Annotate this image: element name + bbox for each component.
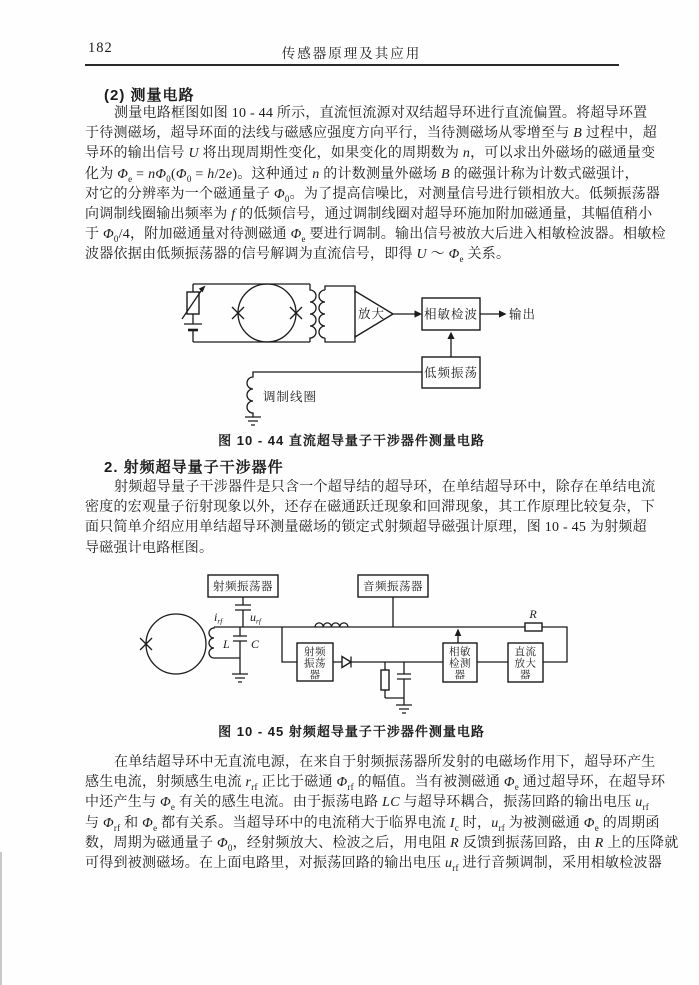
coupling-capacitor-icon (235, 597, 251, 627)
mod-coil-label: 调制线圈 (263, 390, 318, 404)
svg-text:放大: 放大 (514, 658, 537, 670)
output-label: 输出 (509, 307, 537, 322)
amplifier-label: 放大 (358, 307, 386, 321)
text-line: 数，周期为磁通量子 $\Phi_0$，经射频放大、检波之后，用电阻 R 反馈到振荡回路，由 R 上的压降就 (85, 835, 679, 853)
audio-oscillator-label: 音频振荡器 (363, 581, 423, 593)
modulation-coil (245, 372, 422, 425)
text-line: 可得到被测磁场。在上面电路里，对振荡回路的输出电压 $u_{rf}$ 进行音频调制，采用相敏检波器 (85, 855, 662, 873)
figure-10-45-rf-squid-circuit (120, 566, 580, 724)
text-line: 导环的输出信号 U 将出现周期性变化，如果变化的周期数为 n，可以求出外磁场的磁通量变 (85, 146, 656, 162)
transformer-icon (310, 284, 355, 342)
header-rule (85, 64, 619, 66)
figure-10-44-caption: 图 10 - 44 直流超导量子干涉器件测量电路 (218, 433, 485, 448)
feedback-resistor-label: R (529, 607, 537, 621)
rf-voltage-label: $u_{rf}$ (250, 610, 262, 626)
rf-squid-ring (140, 614, 206, 674)
text-line: 波器依据由低频振荡器的信号解调为直流信号，即得 U ～ $\Phi_e$ 关系。 (85, 247, 511, 265)
lf-oscillator-box (422, 357, 480, 388)
text-line: 于 $\Phi_0/4$，附加磁通量对待测磁通 $\Phi_e$ 要进行调制。输出信号被放大后进入相敏检波器。相敏检 (85, 227, 666, 244)
ground-icon (396, 705, 412, 713)
text-line: 化为 $\Phi_e = n\Phi_0(\Phi_0 = h/2e)$。这种通过 n 的计数测量外磁场 B 的磁强计称为计数式磁强计， (85, 166, 639, 184)
rf-oscillator-label: 射频振荡器 (213, 581, 273, 593)
ground-icon (245, 417, 261, 425)
ground-icon (232, 674, 248, 682)
diode-icon (342, 657, 351, 668)
rf-oscillator-box (208, 575, 278, 597)
audio-oscillator-box (358, 575, 428, 627)
svg-text:射频: 射频 (304, 647, 326, 658)
phase-detector-box (422, 298, 480, 330)
text-line: 向调制线圈输出频率为 f 的低频信号，通过调制线圈对超导环施加附加磁通量，其幅值稍小 (85, 206, 653, 222)
text-line: 导磁强计电路框图。 (85, 540, 214, 556)
svg-text:器: 器 (454, 670, 466, 681)
text-line: 与 $\Phi_{rf}$ 和 $\Phi_e$ 都有关系。当超导环中的电流稍大于临界电流 $I_c$ 时，$u_{rf}$ 为被测磁通 $\Phi_e$ 的周期函 (85, 815, 660, 833)
svg-text:器: 器 (309, 670, 321, 681)
text-line: 在单结超导环中无直流电源，在来自于射频振荡器所发射的电磁场作用下，超导环产生 (114, 755, 656, 770)
text-line: 感生电流，射频感生电流 $r_{rf}$ 正比于磁通 $\Phi_{rf}$ 的幅值。当有被测磁通 $\Phi_e$ 通过超导环，在超导环 (85, 775, 666, 792)
page-number: 182 (88, 40, 113, 56)
heading-rf-squid: 2. 射频超导量子干涉器件 (104, 459, 284, 476)
lf-oscillator-label: 低频振荡 (423, 366, 479, 380)
svg-text:器: 器 (520, 670, 531, 681)
text-line: 测量电路框图如图 10 - 44 所示，直流恒流源对双结超导环进行直流偏置。将超导环置 (114, 106, 648, 121)
squid-ring (232, 284, 302, 342)
tank-circuit (209, 610, 262, 682)
svg-text:直流: 直流 (514, 647, 537, 658)
amplifier (355, 291, 393, 337)
paragraph-rf-intro (85, 478, 656, 559)
text-line: 对它的分辨率为一个磁通量子 $\Phi_0$。为了提高信噪比，对测量信号进行锁相放大。低频振荡器 (85, 186, 661, 204)
text-line: 射频超导量子干涉器件是只含一个超导结的超导环，在单结超导环中，除存在单结电流 (114, 480, 656, 495)
phase-detector-box (443, 643, 477, 682)
paragraph-rf-principle (85, 753, 679, 874)
rf-stage-box (297, 643, 333, 681)
scan-edge-artifact (0, 852, 2, 985)
svg-text:振荡: 振荡 (304, 658, 326, 670)
dc-amplifier-box (508, 643, 543, 682)
rf-current-label: $i_{rf}$ (214, 610, 223, 626)
rc-filter (381, 662, 412, 713)
inductor-label: L (223, 637, 230, 651)
filter-resistor-icon (381, 670, 389, 690)
filter-capacitor-icon (397, 662, 411, 698)
bias-source (182, 284, 206, 342)
heading-measurement-circuit: (2) 测量电路 (104, 87, 195, 104)
running-title: 传感器原理及其应用 (281, 46, 422, 61)
figure-10-45-caption: 图 10 - 45 射频超导量子干涉器件测量电路 (218, 724, 485, 739)
svg-text:检测: 检测 (449, 658, 471, 670)
capacitor-label: C (251, 637, 260, 651)
text-line: 面只简单介绍应用单结超导环测量磁场的锁定式射频超导磁强计原理，图 10 - 45 为射频超 (85, 520, 647, 536)
text-line: 密度的宏观量子衍射现象以外，还存在磁通跃迁现象和回滞现象，其工作原理比较复杂，下 (85, 500, 655, 516)
lower-branch-wire (282, 627, 297, 662)
paragraph-measurement-circuit (85, 104, 666, 266)
figure-10-44-dc-squid-circuit (85, 276, 618, 428)
svg-text:相敏: 相敏 (449, 647, 471, 658)
tank-capacitor-icon (233, 627, 247, 674)
text-line: 中还产生与 $\Phi_e$ 有关的感生电流。由于振荡电路 LC 与超导环耦合，振荡回路的输出电压 $u_{rf}$ (85, 795, 650, 813)
text-line: 于待测磁场，超导环面的法线与磁感应强度方向平行，当待测磁场从零增至与 B 过程中，超 (85, 126, 658, 142)
phase-detector-label: 相敏检波 (423, 307, 479, 322)
bias-loop-wires (193, 284, 310, 342)
feedback-resistor-icon (525, 623, 542, 631)
